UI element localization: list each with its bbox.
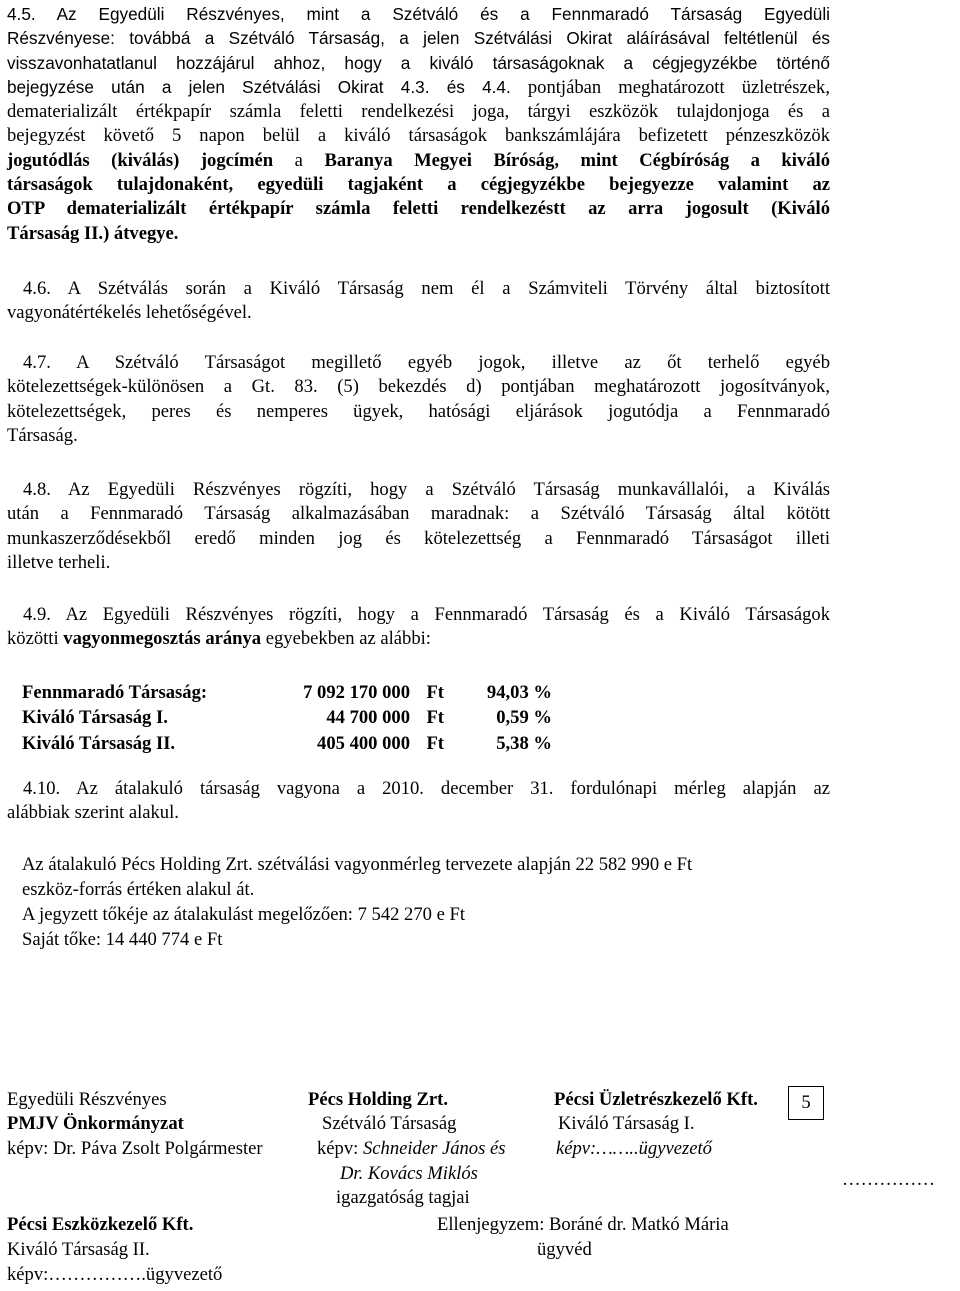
table-cell-name: Kiváló Társaság II. [22, 732, 176, 754]
signatory-name: PMJV Önkormányzat [7, 1113, 184, 1134]
table-row [22, 706, 552, 732]
table-cell-amount: 44 700 000 [326, 707, 410, 729]
text-span: pontjában meghatározott üzletrészek, [510, 76, 830, 98]
text-span: közötti [7, 628, 64, 650]
text-line: bejegyzést követő 5 napon belül a kiváló társaságok bankszámlájára befizetett pénzeszközök [7, 125, 830, 147]
text-line: 4.10. Az átalakuló társaság vagyona a 2010. december 31. fordulónapi mérleg alapján az [23, 778, 830, 799]
italic-text: Schneider János és [362, 1138, 506, 1159]
signatory-role: Kiváló Társaság II. [7, 1239, 150, 1260]
signatory-role: igazgatóság tagjai [336, 1187, 470, 1208]
bold-text: vagyonmegosztás aránya [63, 628, 262, 650]
text-span: képv: [317, 1138, 363, 1159]
signatory-name: Pécs Holding Zrt. [308, 1089, 448, 1110]
signatory-representative [317, 1137, 505, 1162]
signatory-name: Pécsi Eszközkezelő Kft. [7, 1214, 194, 1235]
text-line: illetve terheli. [7, 551, 111, 573]
text-line [7, 149, 830, 173]
paragraph-4-6 [7, 277, 830, 326]
text-line: Saját tőke: 14 440 774 e Ft [22, 929, 223, 950]
text-line: eszköz-forrás értéken alakul át. [22, 879, 255, 900]
text-line: vagyonátértékelés lehetőségével. [7, 302, 252, 324]
table-row [22, 680, 552, 706]
signatory-title: Egyedüli Részvényes [7, 1089, 167, 1110]
table-cell-unit: Ft [426, 707, 444, 729]
text-line: Részvényese: továbbá a Szétváló Társaság, a jelen Szétválási Okirat aláírásával feltétlenül és [7, 28, 830, 49]
table-cell-percent: 0,59 % [496, 707, 552, 729]
text-line: munkaszerződésekből eredő minden jog és kötelezettség a Fennmaradó Társaságot illeti [7, 527, 830, 549]
countersignature-role: ügyvéd [537, 1239, 592, 1260]
paragraph-4-7 [7, 351, 830, 448]
text-line: 4.8. Az Egyedüli Részvényes rögzíti, hogy a Szétváló Társaság munkavállalói, a Kiválás [23, 479, 830, 500]
text-line: Társaság II.) átvegye. [7, 222, 179, 244]
signatory-role: Kiváló Társaság I. [558, 1113, 695, 1134]
text-span: egyebekben az alábbi: [261, 628, 431, 650]
text-line: visszavonhatatlanul hozzájárul ahhoz, hogy a kiváló társaságoknak a cégjegyzékbe történő [7, 52, 830, 73]
text-line: 4.7. A Szétváló Társaságot megillető egyéb jogok, illetve az őt terhelő egyéb [23, 352, 830, 373]
signatory-role: Szétváló Társaság [322, 1113, 457, 1134]
table-cell-percent: 5,38 % [496, 732, 552, 754]
text-line: 4.9. Az Egyedüli Részvényes rögzíti, hogy a Fennmaradó Társaság és a Kiváló Társaságok [23, 604, 830, 625]
text-line: A jegyzett tőkéje az átalakulást megelőzően: 7 542 270 e Ft [22, 904, 466, 925]
table-cell-unit: Ft [426, 681, 444, 703]
page-number: 5 [788, 1086, 824, 1120]
text-line: társaságok tulajdonaként, egyedüli tagjaként a cégjegyzékbe bejegyezze valamint az [7, 174, 830, 196]
table-cell-unit: Ft [426, 732, 444, 754]
text-line: OTP dematerializált értékpapír számla feletti rendelkezéstt az arra jogosult (Kiváló [7, 198, 830, 220]
signatory-representative: képv:…………….ügyvezető [7, 1264, 223, 1285]
text-line: kötelezettségek, peres és nemperes ügyek, hatósági eljárások jogutódja a Fennmaradó [7, 400, 830, 422]
text-line [7, 627, 830, 651]
bold-text: Baranya Megyei Bíróság, mint Cégbíróság a kiváló [324, 149, 830, 171]
bold-text: jogutódlás (kiválás) jogcímén [7, 149, 274, 171]
text-line: dematerializált értékpapír számla feletti rendelkezési joga, tárgyi eszközök tulajdonjoga és a [7, 101, 830, 123]
text-line [7, 75, 830, 100]
table-row [22, 731, 552, 757]
table-cell-name: Kiváló Társaság I. [22, 707, 168, 729]
text-line: Társaság. [7, 424, 78, 446]
signatory-representative: képv: Dr. Páva Zsolt Polgármester [7, 1138, 263, 1159]
text-line: Az átalakuló Pécs Holding Zrt. szétválási vagyonmérleg tervezete alapján 22 582 990 e Ft [22, 854, 693, 875]
table-cell-amount: 7 092 170 000 [303, 681, 410, 703]
text-span: a [273, 149, 325, 171]
text-line: 4.5. Az Egyedüli Részvényes, mint a Szétváló és a Fennmaradó Társaság Egyedüli [7, 4, 830, 24]
signature-dots: …………… [842, 1169, 935, 1190]
text-line: után a Fennmaradó Társaság alkalmazásában maradnak: a Szétváló Társaság által kötött [7, 503, 830, 525]
signatory-name: Pécsi Üzletrészkezelő Kft. [554, 1089, 758, 1110]
text-span: bejegyzése után a jelen Szétválási Okirat 4.3. és 4.4. [7, 76, 511, 97]
paragraph-4-10 [7, 777, 830, 826]
table-cell-percent: 94,03 % [486, 681, 552, 703]
text-line: kötelezettségek-különösen a Gt. 83. (5) bekezdés d) pontjában meghatározott jogosítványok, [7, 376, 830, 398]
asset-split-table [22, 680, 552, 757]
signatory-representative: Dr. Kovács Miklós [340, 1163, 478, 1184]
paragraph-4-5 [7, 2, 830, 246]
paragraph-4-9 [7, 603, 830, 652]
text-line: alábbiak szerint alakul. [7, 802, 179, 824]
paragraph-4-8 [7, 478, 830, 575]
signatory-representative: képv:……..ügyvezető [556, 1138, 712, 1159]
text-line: 4.6. A Szétválás során a Kiváló Társaság nem él a Számviteli Törvény által biztosított [23, 278, 830, 299]
countersignature: Ellenjegyzem: Boráné dr. Matkó Mária [437, 1214, 729, 1235]
table-cell-name: Fennmaradó Társaság: [22, 681, 208, 703]
table-cell-amount: 405 400 000 [317, 732, 410, 754]
